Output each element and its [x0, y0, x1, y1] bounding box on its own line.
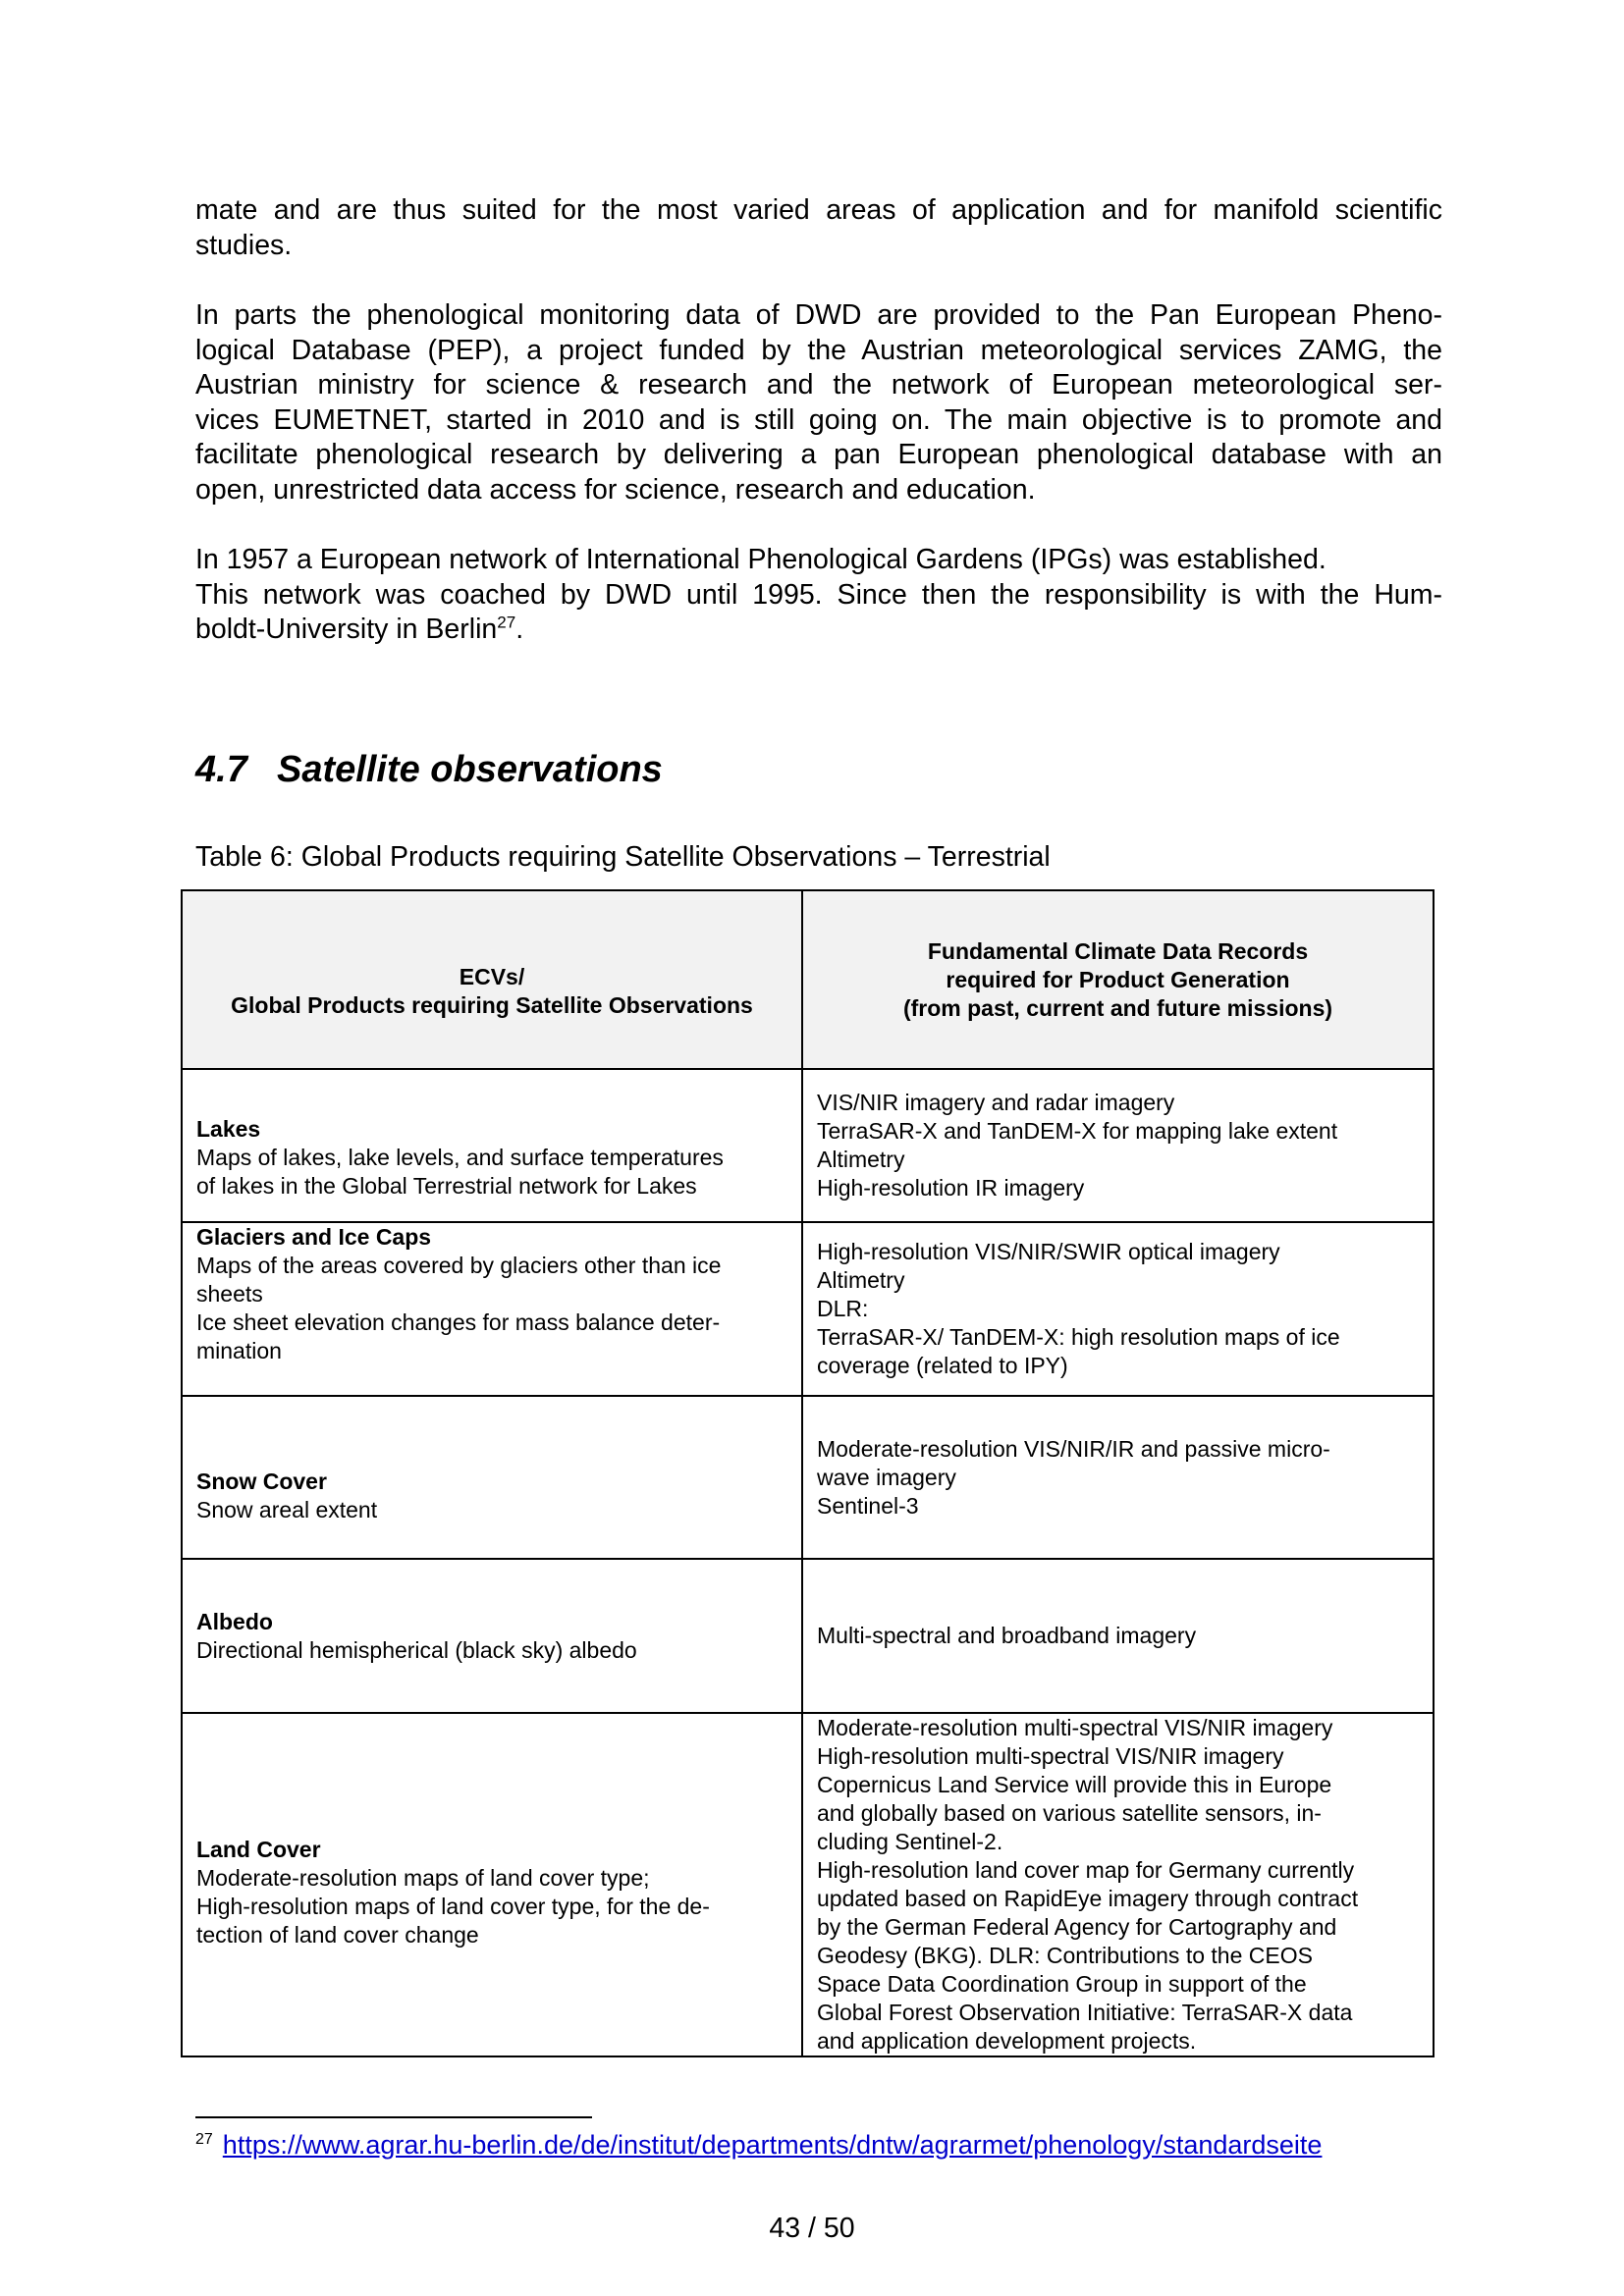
- text-line: open, unrestricted data access for science, research and education.: [195, 473, 1036, 506]
- section-heading: [195, 747, 663, 792]
- ecv-title: Glaciers and Ice Caps: [196, 1224, 432, 1250]
- ecv-description: Moderate-resolution maps of land cover type;: [196, 1865, 650, 1891]
- fcdr-line: High-resolution land cover map for Germany currently: [817, 1857, 1355, 1883]
- sentence-end: .: [515, 614, 524, 645]
- ecv-cell: [182, 1396, 802, 1559]
- table-row: [182, 1222, 1434, 1396]
- fcdr-line: Altimetry: [817, 1267, 905, 1293]
- ecv-description: Snow areal extent: [196, 1497, 378, 1522]
- text-line-content: boldt-University in Berlin: [195, 614, 498, 645]
- ecv-cell: [182, 1713, 802, 2056]
- text-line: studies.: [195, 229, 293, 261]
- footnote: [195, 2128, 1322, 2162]
- paragraph-1: [195, 193, 1442, 263]
- fcdr-line: Global Forest Observation Initiative: TerraSAR-X data: [817, 2000, 1353, 2025]
- text-line: facilitate phenological research by delivering a pan European phenological database with an: [195, 439, 1442, 470]
- fcdr-line: TerraSAR-X and TanDEM-X for mapping lake extent: [817, 1118, 1338, 1144]
- text-line: mate and are thus suited for the most varied areas of application and for manifold scientific: [195, 194, 1442, 226]
- ecv-title: Land Cover: [196, 1837, 321, 1862]
- header-line: (from past, current and future missions): [902, 994, 1333, 1021]
- text-line: logical Database (PEP), a project funded by the Austrian meteorological services ZAMG, the: [195, 334, 1442, 366]
- header-ecvs: [182, 890, 802, 1069]
- ecv-description: High-resolution maps of land cover type, for the de-: [196, 1894, 710, 1919]
- fcdr-line: TerraSAR-X/ TanDEM-X: high resolution maps of ice: [817, 1324, 1340, 1350]
- ecv-description: Maps of the areas covered by glaciers other than ice: [196, 1253, 722, 1278]
- page-number: 43 / 50: [769, 2213, 855, 2244]
- fcdr-line: and application development projects.: [817, 2028, 1197, 2054]
- fcdr-cell: [802, 1559, 1434, 1713]
- fcdr-cell: [802, 1396, 1434, 1559]
- fcdr-line: DLR:: [817, 1296, 869, 1321]
- table-row: [182, 1396, 1434, 1559]
- fcdr-line: High-resolution IR imagery: [817, 1175, 1085, 1201]
- footnote-reference[interactable]: 27: [497, 613, 516, 632]
- fcdr-line: Moderate-resolution multi-spectral VIS/NIR imagery: [817, 1715, 1333, 1740]
- ecv-description: Maps of lakes, lake levels, and surface temperatures: [196, 1144, 724, 1170]
- ecv-title: Lakes: [196, 1115, 261, 1142]
- footnote-link[interactable]: https://www.agrar.hu-berlin.de/de/institut/departments/dntw/agrarmet/phenology/standardseite: [222, 2130, 1323, 2160]
- ecv-title: Albedo: [196, 1608, 273, 1634]
- fcdr-line: cluding Sentinel-2.: [817, 1829, 1003, 1854]
- footnote-number: 27: [195, 2131, 213, 2148]
- fcdr-line: Multi-spectral and broadband imagery: [817, 1623, 1197, 1648]
- paragraph-2: [195, 298, 1442, 507]
- table-caption: Table 6: Global Products requiring Satellite Observations – Terrestrial: [195, 841, 1051, 873]
- fcdr-cell: [802, 1069, 1434, 1222]
- text-line: vices EUMETNET, started in 2010 and is still going on. The main objective is to promote and: [195, 403, 1442, 436]
- ecv-description: of lakes in the Global Terrestrial network for Lakes: [196, 1172, 697, 1199]
- fcdr-line: by the German Federal Agency for Cartography and: [817, 1914, 1337, 1940]
- fcdr-cell: [802, 1222, 1434, 1396]
- ecv-title: Snow Cover: [196, 1468, 327, 1494]
- fcdr-line: Geodesy (BKG). DLR: Contributions to the CEOS: [817, 1943, 1313, 1968]
- ecv-description: Directional hemispherical (black sky) albedo: [196, 1636, 637, 1663]
- header-line: required for Product Generation: [946, 966, 1290, 992]
- satellite-products-table: [181, 889, 1435, 2057]
- header-line: Global Products requiring Satellite Observations: [231, 992, 753, 1018]
- ecv-cell: [182, 1222, 802, 1396]
- fcdr-line: updated based on RapidEye imagery through contract: [817, 1886, 1359, 1911]
- paragraph-3: [195, 543, 1442, 648]
- fcdr-cell: [802, 1713, 1434, 2056]
- text-line: Austrian ministry for science & research and the network of European meteorological ser-: [195, 369, 1442, 400]
- ecv-description: Ice sheet elevation changes for mass balance deter-: [196, 1309, 721, 1335]
- text-line: [195, 613, 1442, 648]
- ecv-description: sheets: [196, 1281, 263, 1307]
- table-row: [182, 1559, 1434, 1713]
- fcdr-line: and globally based on various satellite sensors, in-: [817, 1800, 1322, 1826]
- text-line: In parts the phenological monitoring data of DWD are provided to the Pan European Pheno-: [195, 299, 1442, 331]
- header-line: Fundamental Climate Data Records: [927, 937, 1309, 964]
- section-number: 4.7: [195, 749, 247, 790]
- text-line: This network was coached by DWD until 1995. Since then the responsibility is with the Hum-: [195, 578, 1442, 611]
- table-header-row: [182, 890, 1434, 1069]
- header-fcdr: [802, 890, 1434, 1069]
- fcdr-line: wave imagery: [817, 1464, 956, 1490]
- section-title: Satellite observations: [277, 749, 663, 790]
- fcdr-line: High-resolution VIS/NIR/SWIR optical imagery: [817, 1239, 1280, 1264]
- text-line: In 1957 a European network of International Phenological Gardens (IPGs) was established.: [195, 544, 1326, 575]
- fcdr-line: Moderate-resolution VIS/NIR/IR and passive micro-: [817, 1435, 1330, 1462]
- ecv-cell: [182, 1069, 802, 1222]
- fcdr-line: Altimetry: [817, 1147, 905, 1172]
- header-line: ECVs/: [459, 964, 525, 989]
- ecv-cell: [182, 1559, 802, 1713]
- fcdr-line: High-resolution multi-spectral VIS/NIR imagery: [817, 1743, 1284, 1769]
- fcdr-line: Copernicus Land Service will provide this in Europe: [817, 1772, 1332, 1797]
- ecv-description: tection of land cover change: [196, 1922, 479, 1948]
- table-row: [182, 1713, 1434, 2056]
- ecv-description: mination: [196, 1338, 282, 1363]
- fcdr-line: Sentinel-3: [817, 1492, 919, 1519]
- table-row: [182, 1069, 1434, 1222]
- fcdr-line: coverage (related to IPY): [817, 1353, 1068, 1378]
- fcdr-line: VIS/NIR imagery and radar imagery: [817, 1090, 1175, 1115]
- footnote-separator: [195, 2116, 592, 2118]
- fcdr-line: Space Data Coordination Group in support of the: [817, 1971, 1307, 1997]
